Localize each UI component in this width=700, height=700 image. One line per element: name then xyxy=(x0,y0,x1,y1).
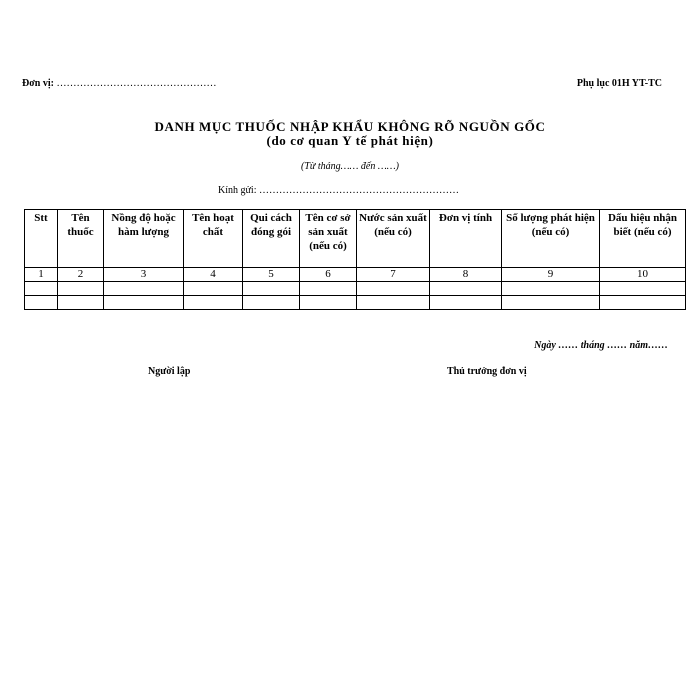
appendix-label: Phụ lục 01H YT-TC xyxy=(576,78,662,89)
column-header: Tên cơ sở sản xuất (nếu có) xyxy=(300,210,357,268)
column-number: 5 xyxy=(243,268,300,282)
table-cell xyxy=(243,282,300,296)
column-header: Nước sản xuất (nếu có) xyxy=(357,210,430,268)
table-cell xyxy=(600,296,686,310)
table-cell xyxy=(184,282,243,296)
column-header: Stt xyxy=(25,210,58,268)
head-of-unit-signature-label: Thủ trưởng đơn vị xyxy=(447,366,527,377)
recipient-line xyxy=(218,185,459,196)
table-cell xyxy=(502,296,600,310)
unit-line xyxy=(22,78,216,89)
column-number: 3 xyxy=(104,268,184,282)
document-subtitle: (do cơ quan Y tế phát hiện) xyxy=(266,133,434,148)
table-row xyxy=(25,296,686,310)
unit-label: Đơn vị: xyxy=(22,78,54,89)
column-header: Qui cách đóng gói xyxy=(243,210,300,268)
column-number: 7 xyxy=(357,268,430,282)
column-number: 10 xyxy=(600,268,686,282)
column-header: Đơn vị tính xyxy=(430,210,502,268)
column-number-row xyxy=(25,268,686,282)
table-cell xyxy=(502,282,600,296)
table-row xyxy=(25,282,686,296)
recipient-label: Kính gửi: xyxy=(218,185,257,196)
column-header: Tên thuốc xyxy=(58,210,104,268)
column-number: 8 xyxy=(430,268,502,282)
table-cell xyxy=(25,282,58,296)
table-cell xyxy=(104,296,184,310)
column-header: Số lượng phát hiện (nếu có) xyxy=(502,210,600,268)
column-number: 1 xyxy=(25,268,58,282)
table-cell xyxy=(58,296,104,310)
column-number: 4 xyxy=(184,268,243,282)
column-header: Dấu hiệu nhận biết (nếu có) xyxy=(600,210,686,268)
table-cell xyxy=(25,296,58,310)
column-number: 6 xyxy=(300,268,357,282)
column-number: 9 xyxy=(502,268,600,282)
table-cell xyxy=(184,296,243,310)
column-number: 2 xyxy=(58,268,104,282)
table-cell xyxy=(243,296,300,310)
recipient-value: …………………………………………………… xyxy=(258,185,459,196)
table-cell xyxy=(104,282,184,296)
header-row xyxy=(25,210,686,268)
table-cell xyxy=(357,282,430,296)
drug-list-table xyxy=(24,209,686,310)
table-cell xyxy=(600,282,686,296)
table-cell xyxy=(300,282,357,296)
column-header: Tên hoạt chất xyxy=(184,210,243,268)
column-header: Nồng độ hoặc hàm lượng xyxy=(104,210,184,268)
table-cell xyxy=(300,296,357,310)
table-cell xyxy=(430,282,502,296)
document-title: DANH MỤC THUỐC NHẬP KHẨU KHÔNG RÕ NGUỒN GỐC xyxy=(154,119,546,134)
table-cell xyxy=(58,282,104,296)
period-line: (Từ tháng…… đến ……) xyxy=(301,161,399,172)
table-cell xyxy=(357,296,430,310)
date-line: Ngày …… tháng …… năm…… xyxy=(534,340,668,351)
table-cell xyxy=(430,296,502,310)
preparer-signature-label: Người lập xyxy=(148,366,191,377)
unit-value: ………………………………………… xyxy=(56,78,217,89)
